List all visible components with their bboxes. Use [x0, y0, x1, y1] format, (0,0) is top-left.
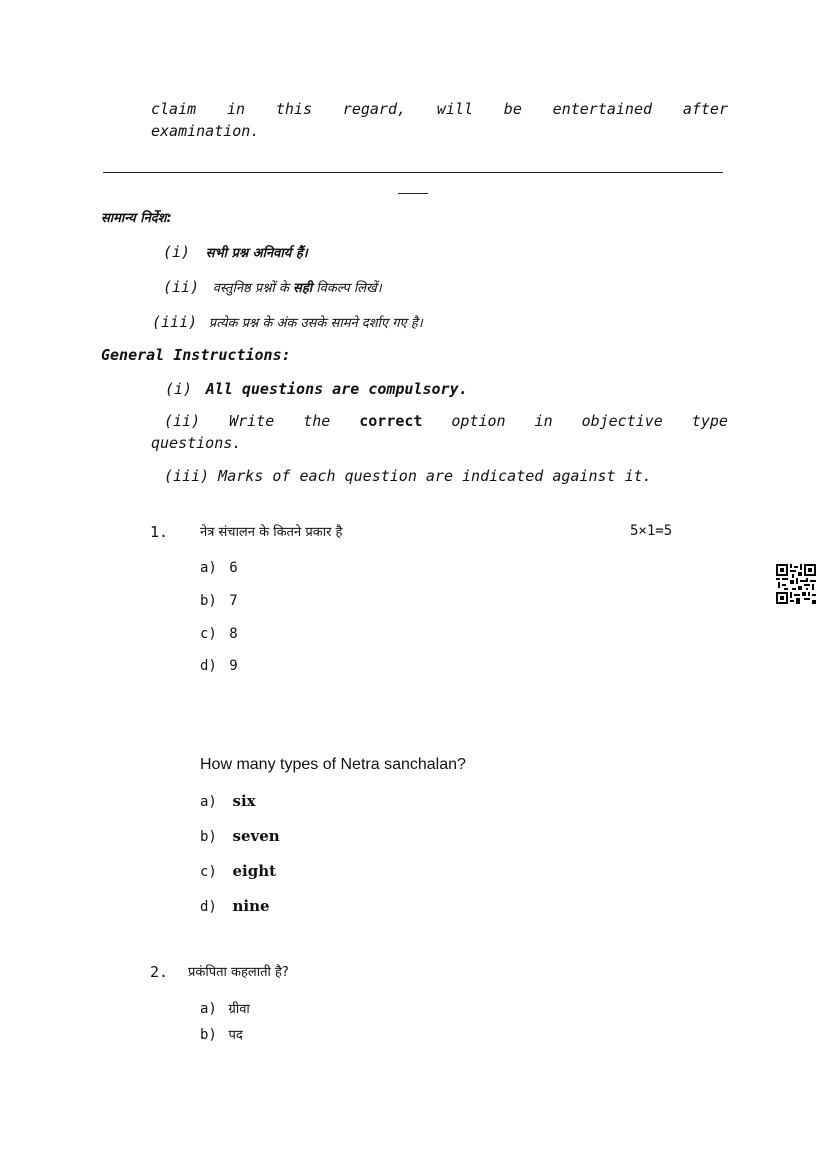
question-2-option-b: [200, 1024, 243, 1043]
hindi-instruction-1-num: (i): [163, 243, 191, 261]
hindi-instruction-2-num: (ii): [163, 278, 200, 296]
option-label: d): [200, 658, 217, 674]
hindi-instruction-2-before: वस्तुनिष्ठ प्रश्नों के: [212, 281, 294, 296]
option-label: c): [200, 864, 217, 880]
option-text: seven: [232, 827, 280, 845]
option-text: 8: [229, 626, 238, 642]
divider-line: [103, 172, 723, 173]
hindi-instruction-2-after: विकल्प लिखें।: [312, 281, 382, 296]
hindi-instruction-3-text: प्रत्येक प्रश्न के अंक उसके सामने दर्शाए गए है।: [208, 316, 423, 331]
hindi-instruction-3-num: (iii): [152, 313, 198, 331]
intro-line-1: claim in this regard, will be entertained after: [151, 100, 728, 118]
english-instruction-2-word: objective: [581, 412, 663, 430]
english-instruction-2-bold-word: correct: [359, 412, 423, 430]
english-instruction-1-num: (i): [165, 380, 193, 398]
question-2-option-a: [200, 998, 250, 1017]
question-1-english-option-a: [200, 791, 256, 810]
option-text: 9: [229, 658, 238, 674]
hindi-instruction-2: [163, 277, 382, 296]
question-2-number: 2.: [150, 963, 169, 981]
option-label: a): [200, 794, 217, 810]
option-text: six: [232, 792, 256, 810]
option-text: 7: [229, 593, 238, 609]
option-label: c): [200, 626, 217, 642]
divider-short-line: [398, 193, 428, 194]
question-1-marks: 5×1=5: [630, 523, 673, 539]
english-instruction-2-num: (ii): [164, 412, 201, 430]
question-1-english-option-b: [200, 826, 280, 845]
english-instruction-2-word: option: [451, 412, 506, 430]
english-instruction-1-text: All questions are compulsory.: [205, 380, 468, 398]
english-instruction-2-line-1: [164, 412, 728, 430]
hindi-instructions-heading: सामान्य निर्देश:: [101, 211, 172, 226]
option-text: eight: [232, 862, 277, 880]
english-instruction-2-word: type: [691, 412, 728, 430]
question-1-number: 1.: [150, 523, 169, 541]
hindi-instruction-1-bold: सभी प्रश्न अनिवार्य हैं।: [205, 246, 308, 261]
english-instruction-1: [165, 379, 468, 398]
option-label: b): [200, 1027, 217, 1043]
question-1-english-text: How many types of Netra sanchalan?: [200, 756, 466, 773]
question-1-option-b: [200, 593, 238, 609]
question-1-english-option-c: [200, 861, 276, 880]
english-instructions-heading: General Instructions:: [101, 346, 291, 364]
hindi-instruction-2-bold: सही: [293, 281, 313, 296]
hindi-instruction-1: [163, 242, 308, 261]
english-instruction-2-word: the: [303, 412, 331, 430]
option-label: d): [200, 899, 217, 915]
hindi-instruction-3: [152, 312, 423, 331]
intro-line-2: examination.: [151, 122, 260, 140]
option-label: a): [200, 1001, 217, 1017]
question-1-option-a: [200, 560, 238, 576]
question-2-hindi-text: प्रकंपिता कहलाती है?: [188, 965, 289, 980]
question-1-option-d: [200, 658, 238, 674]
option-text: ग्रीवा: [228, 1002, 250, 1017]
english-instruction-3: (iii) Marks of each question are indicated against it.: [164, 467, 652, 485]
question-1-hindi-text: नेत्र संचालन के कितने प्रकार है: [200, 525, 343, 540]
option-label: b): [200, 829, 217, 845]
option-text: पद: [228, 1028, 243, 1043]
qr-code-icon: [776, 564, 816, 604]
option-text: nine: [232, 897, 270, 915]
english-instruction-2-word: Write: [229, 412, 275, 430]
question-1-option-c: [200, 626, 238, 642]
option-label: a): [200, 560, 217, 576]
english-instruction-2-line-2: questions.: [151, 434, 242, 452]
english-instruction-2-word: in: [534, 412, 553, 430]
option-label: b): [200, 593, 217, 609]
option-text: 6: [229, 560, 238, 576]
question-1-english-option-d: [200, 896, 270, 915]
